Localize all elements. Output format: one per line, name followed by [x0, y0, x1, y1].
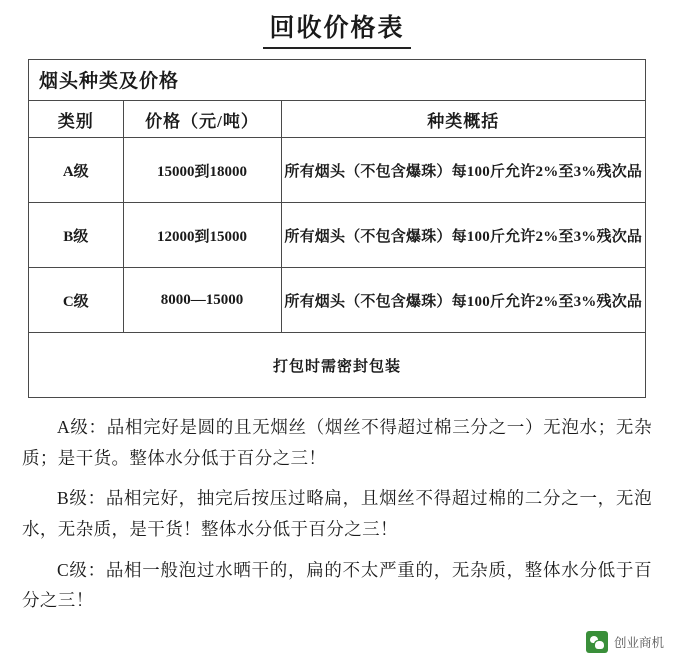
wechat-logo-icon	[586, 631, 608, 653]
column-header-price: 价格（元/吨）	[123, 101, 281, 138]
section-heading: 烟头种类及价格	[29, 60, 645, 101]
page-title: 回收价格表	[263, 8, 410, 49]
note-grade-b: B级：品相完好，抽完后按压过略扁，且烟丝不得超过棉的二分之一，无泡水，无杂质，是干货！整体水分低于百分之三！	[22, 488, 652, 539]
table-footer-row	[29, 333, 645, 398]
cell-price: 12000到15000	[123, 203, 281, 268]
title-container	[0, 0, 674, 53]
column-header-description: 种类概括	[281, 101, 645, 138]
table-header	[29, 101, 645, 138]
cell-price: 15000到18000	[123, 138, 281, 203]
cell-description: 所有烟头（不包含爆珠）每100斤允许2%至3%残次品	[281, 138, 645, 203]
table-header-row	[29, 101, 645, 138]
cell-grade: C级	[29, 268, 123, 333]
cell-grade: A级	[29, 138, 123, 203]
column-header-category: 类别	[29, 101, 123, 138]
footer-account-badge	[586, 631, 664, 653]
price-table-container	[28, 59, 646, 398]
cell-description: 所有烟头（不包含爆珠）每100斤允许2%至3%残次品	[281, 203, 645, 268]
table-row	[29, 138, 645, 203]
note-grade-c: C级：品相一般泡过水晒干的，扁的不太严重的，无杂质，整体水分低于百分之三！	[22, 559, 652, 611]
cell-grade: B级	[29, 203, 123, 268]
price-table	[29, 101, 645, 398]
table-row	[29, 203, 645, 268]
cell-price: 8000—15000	[123, 268, 281, 333]
table-row	[29, 268, 645, 333]
account-name: 创业商机	[613, 636, 664, 650]
note-grade-a: A级：品相完好是圆的且无烟丝（烟丝不得超过棉三分之一）无泡水；无杂质；是干货。整体水分低于百分之三！	[22, 417, 652, 468]
cell-description: 所有烟头（不包含爆珠）每100斤允许2%至3%残次品	[281, 268, 645, 333]
packing-note: 打包时需密封包装	[29, 333, 645, 398]
table-body	[29, 138, 645, 398]
grade-notes	[22, 412, 652, 616]
